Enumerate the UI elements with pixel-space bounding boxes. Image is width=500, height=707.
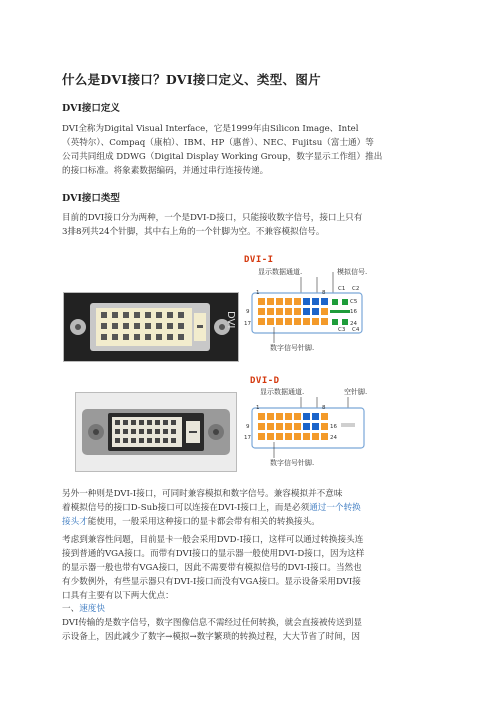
heading-dvi-definition: DVI接口定义 (62, 103, 120, 114)
dvi-d-pin-17: 17 (244, 435, 251, 441)
text-line: 有少数例外，有些显示器只有DVI-I接口而没有VGA接口。显示设备采用DVI接 (62, 577, 361, 587)
advantage-speed-link[interactable]: 速度快 (79, 604, 105, 614)
dvi-i-pin-1: 1 (256, 290, 260, 296)
dvi-i-connector-image (64, 293, 238, 361)
advantage-prefix: 一、 (62, 604, 80, 614)
dvi-d-digital-label: 数字信号针脚. (270, 459, 315, 467)
text-line: 的显示器一般也带有VGA接口，因此不需要带有模拟信号的DVI-I接口。当然也 (62, 563, 362, 573)
text-line-with-link (62, 515, 438, 529)
dvi-i-pin-diagram (244, 255, 374, 363)
dvi-i-connector-photo (63, 292, 239, 362)
dvi-d-display-channel-label: 显示数据通道. (260, 388, 305, 396)
paragraph-dvi-i (62, 487, 438, 529)
dvi-d-pin-diagram (244, 376, 374, 476)
dvi-i-digital-label: 数字信号针脚. (270, 344, 315, 352)
text-line: 另外一种则是DVI-I接口，可同时兼容模拟和数字信号。兼容模拟并不意味 (62, 489, 343, 499)
text-line: 示设备上，因此减少了数字→模拟→数字繁琐的转换过程，大大节省了时间，因 (62, 632, 360, 642)
text-line: 考虑到兼容性问题，目前显卡一般会采用DVD-I接口，这样可以通过转换接头连 (62, 535, 364, 545)
converter-link[interactable]: 通过一个转换 (309, 503, 361, 513)
paragraph-compatibility (62, 533, 438, 603)
dvi-i-pin-c3: C3 (338, 327, 346, 333)
text-line: DVI传输的是数字信号，数字图像信息不需经过任何转换，就会直接被传送到显 (62, 618, 362, 628)
dvi-d-pin-24: 24 (330, 435, 337, 441)
dvi-i-pin-c4: C4 (352, 327, 360, 333)
dvi-d-connector-image (76, 393, 236, 471)
dvi-d-pin-16: 16 (330, 424, 337, 430)
dvi-i-pin-c5: C5 (350, 299, 358, 305)
dvi-d-connector-photo (75, 392, 237, 472)
text-line-with-link (62, 501, 438, 515)
paragraph-definition (62, 122, 438, 178)
paragraph-types (62, 211, 438, 239)
dvi-i-analog-label: 模拟信号. (337, 268, 368, 276)
text-line: 接到普通的VGA接口。而带有DVI接口的显示器一般使用DVI-D接口，因为这样 (62, 549, 365, 559)
dvi-i-pin-24: 24 (350, 321, 357, 327)
dvi-i-display-channel-label: 显示数据通道. (258, 268, 303, 276)
dvi-i-pin-c2: C2 (352, 286, 360, 292)
dvi-d-empty-pin-label: 空针脚. (344, 388, 368, 396)
text-line: 口具有主要有以下两大优点： (62, 591, 174, 601)
text-line: 3排8列共24个针脚，其中右上角的一个针脚为空。不兼容模拟信号。 (62, 227, 325, 237)
text-line: 公司共同组成 DDWG（Digital Display Working Group，数字显示工作组）推出 (62, 152, 383, 162)
text-line: （英特尔）、Compaq（康柏）、IBM、HP（惠普）、NEC、Fujitsu（富士通）等 (62, 138, 374, 148)
dvi-d-pin-8: 8 (322, 405, 326, 411)
dvi-photo-label: DVI (225, 311, 236, 329)
dvi-i-diagram-title: DVI-I (244, 255, 274, 265)
paragraph-speed (62, 616, 438, 644)
dvi-d-diagram-title: DVI-D (250, 376, 280, 386)
dvi-i-pin-c1: C1 (338, 286, 346, 292)
text-line: DVI全称为Digital Visual Interface，它是1999年由Silicon Image、Intel (62, 124, 359, 134)
heading-dvi-types: DVI接口类型 (62, 193, 120, 204)
text-span: 着模拟信号的接口D-Sub接口可以连接在DVI-I接口上，而是必须 (62, 503, 310, 513)
text-line: 的接口标准。将象素数据编码，并通过串行连接传递。 (62, 166, 269, 176)
dvi-i-pin-9: 9 (246, 309, 250, 315)
dvi-i-pin-16: 16 (350, 309, 357, 315)
dvi-d-pin-9: 9 (246, 424, 250, 430)
page-title: 什么是DVI接口？DVI接口定义、类型、图片 (62, 72, 321, 87)
text-span: 能使用，一般采用这种接口的显卡都会带有相关的转换接头。 (87, 517, 320, 527)
advantage-heading (62, 602, 438, 616)
text-line: 目前的DVI接口分为两种，一个是DVI-D接口，只能接收数字信号，接口上只有 (62, 213, 363, 223)
dvi-i-pin-8: 8 (322, 290, 326, 296)
dvi-d-pin-1: 1 (256, 405, 260, 411)
converter-link-continued[interactable]: 接头才 (62, 517, 88, 527)
dvi-i-pin-17: 17 (244, 321, 251, 327)
